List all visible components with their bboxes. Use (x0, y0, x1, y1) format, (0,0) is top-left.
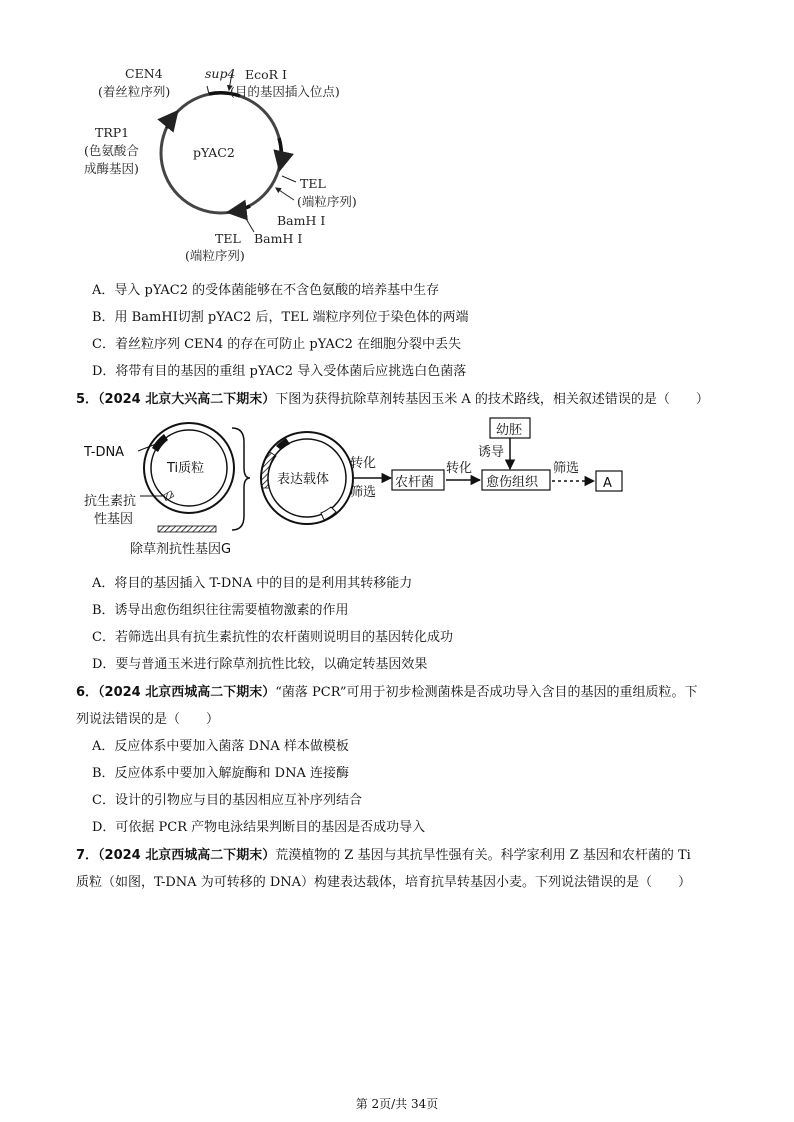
ti-plasmid-label: Ti质粒 (167, 461, 205, 476)
q4-option-a: A．导入 pYAC2 的受体菌能够在不含色氨酸的培养基中生存 (92, 283, 440, 298)
cen4-label: CEN4 (125, 66, 163, 81)
question-7-text-line2: 质粒（如图，T-DNA 为可转移的 DNA）构建表达载体，培育抗旱转基因小麦。下列说法错误的是（ ） (76, 875, 692, 890)
question-5-source: （2024 北京大兴高二下期末） (98, 392, 276, 407)
tel-bottom-desc: (端粒序列) (185, 248, 245, 263)
tel-right-label: TEL (300, 176, 326, 191)
antibiotic-label-2: 性基因 (94, 512, 134, 527)
tel-right-desc: (端粒序列) (297, 194, 357, 209)
bamh-right-pointer (276, 188, 294, 200)
step2-transform-label: 转化 (446, 461, 473, 476)
tel-bottom-label: TEL (215, 231, 241, 246)
trp1-desc-1: (色氨酸合 (84, 143, 139, 158)
question-7-source: （2024 北京西城高二下期末） (98, 848, 276, 863)
bamh-bottom-pointer (242, 212, 254, 232)
q5-option-c: C．若筛选出具有抗生素抗性的农杆菌则说明目的基因转化成功 (92, 630, 453, 645)
question-7-stem (76, 844, 691, 863)
q6-option-b: B．反应体系中要加入解旋酶和 DNA 连接酶 (92, 766, 350, 781)
trp1-segment (167, 113, 176, 128)
question-6-stem (76, 681, 697, 700)
step1-select-label: 筛选 (350, 485, 377, 500)
induce-label: 诱导 (478, 445, 505, 460)
ecor-label: EcoR Ⅰ (245, 67, 287, 82)
tdna-segment (152, 434, 168, 452)
q5-option-a: A．将目的基因插入 T-DNA 中的目的是利用其转移能力 (92, 576, 413, 591)
step1-transform-label: 转化 (350, 456, 377, 471)
tel-right-pointer (282, 176, 296, 182)
q5-option-d: D．要与普通玉米进行除草剂抗性比较，以确定转基因效果 (92, 657, 428, 672)
bamh-right-label: BamH Ⅰ (277, 213, 326, 228)
question-6-number: 6． (76, 685, 99, 700)
cen4-pointer (207, 86, 209, 94)
question-5-stem (76, 388, 709, 407)
question-6-text: “菌落 PCR”可用于初步检测菌株是否成功导入含目的基因的重组质粒。下 (275, 685, 698, 700)
q6-option-a: A．反应体系中要加入菌落 DNA 样本做模板 (92, 739, 349, 754)
bamh-bottom-label: BamH Ⅰ (254, 231, 303, 246)
vector-label: 表达载体 (277, 472, 330, 487)
question-7-number: 7． (76, 848, 99, 863)
question-6-source: （2024 北京西城高二下期末） (98, 685, 276, 700)
page-footer: 第 2页/共 34页 (355, 1097, 439, 1111)
tel-segment-bottom (230, 206, 250, 212)
callus-label: 愈伤组织 (486, 475, 539, 490)
herbicide-gene-bar (158, 526, 216, 532)
q6-option-d: D．可依据 PCR 产物电泳结果判断目的基因是否成功导入 (92, 820, 426, 835)
trp1-label: TRP1 (95, 125, 130, 140)
q4-option-c: C．着丝粒序列 CEN4 的存在可防止 pYAC2 在细胞分裂中丢失 (92, 337, 462, 352)
tdna-label: T-DNA (84, 445, 125, 460)
herbicide-gene-label: 除草剂抗性基因G (130, 542, 232, 557)
agrobacterium-label: 农杆菌 (395, 475, 435, 490)
cen4-desc: (着丝粒序列) (98, 84, 171, 99)
vector-marker-segment (321, 507, 336, 520)
embryo-label: 幼胚 (496, 423, 523, 438)
trp1-desc-2: 成酶基因) (84, 161, 139, 176)
q6-option-c: C．设计的引物应与目的基因相应互补序列结合 (92, 793, 362, 808)
q4-option-b: B．用 BamHⅠ切割 pYAC2 后，TEL 端粒序列位于染色体的两端 (92, 310, 469, 325)
question-5-text: 下图为获得抗除草剂转基因玉米 A 的技术路线，相关叙述错误的是（ ） (275, 392, 709, 407)
question-5-number: 5． (76, 392, 99, 407)
ecor-desc: (目的基因插入位点) (230, 84, 340, 99)
step3-select-label: 筛选 (553, 461, 580, 476)
tel-segment-right (279, 138, 281, 168)
antibiotic-label-1: 抗生素抗 (84, 494, 137, 509)
combine-brace (232, 428, 250, 530)
plasmid-name: pYAC2 (193, 145, 235, 160)
q5-option-b: B．诱导出愈伤组织往往需要植物激素的作用 (92, 603, 349, 618)
sup4-label: sup4 (205, 66, 236, 81)
pyac2-plasmid-figure (70, 60, 400, 270)
result-label: A (603, 476, 612, 491)
question-6-text-line2: 列说法错误的是（ ） (76, 712, 220, 727)
q4-option-d: D．将带有目的基因的重组 pYAC2 导入受体菌后应挑选白色菌落 (92, 364, 467, 379)
transgenic-route-figure (80, 412, 640, 562)
question-7-text: 荒漠植物的 Z 基因与其抗旱性强有关。科学家利用 Z 基因和农杆菌的 Ti (275, 848, 691, 863)
